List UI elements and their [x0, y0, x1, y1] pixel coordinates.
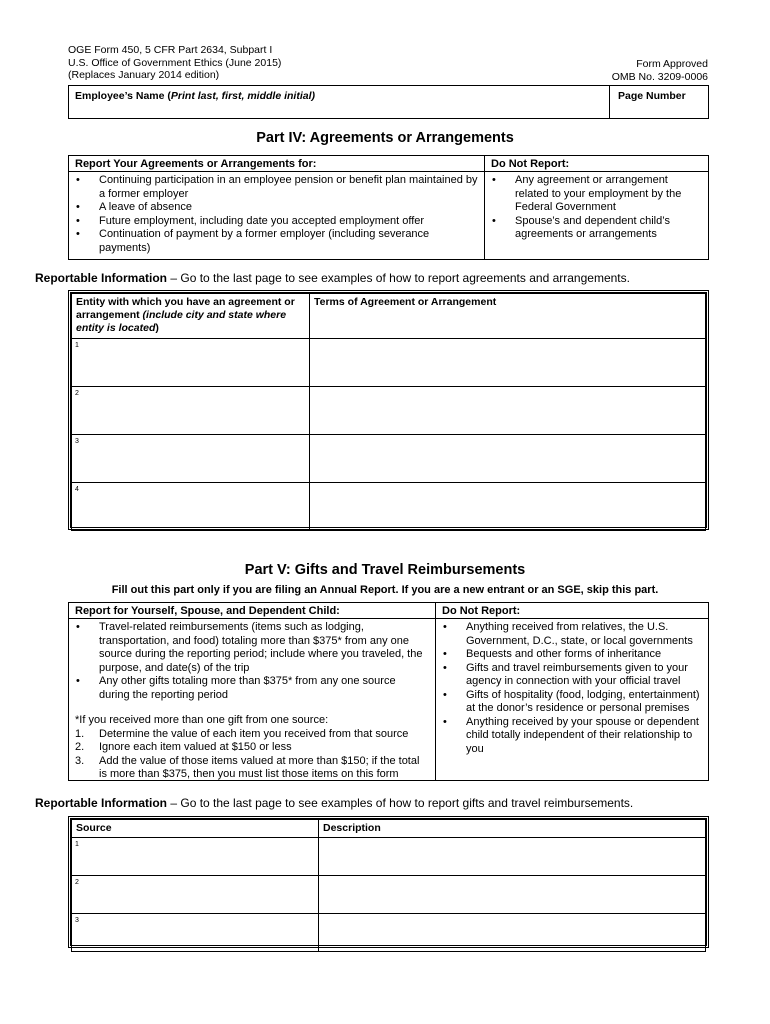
part5-donot-item-text: Bequests and other forms of inheritance — [466, 648, 662, 660]
bullet-icon: • — [76, 201, 80, 213]
part5-step-item — [73, 755, 429, 782]
part4-report-item-text: Continuation of payment by a former employer (including severance payments) — [99, 228, 430, 254]
part5-entry-cell-left[interactable] — [72, 876, 319, 914]
part5-donot-item — [440, 621, 702, 648]
part4-donot-column — [485, 156, 708, 259]
bullet-icon: • — [76, 228, 80, 240]
part4-entry-cell-left[interactable] — [72, 435, 310, 483]
part4-table-row — [72, 483, 706, 531]
row-number: 2 — [75, 390, 79, 397]
part5-donot-column — [436, 603, 708, 780]
part4-donot-item — [489, 215, 702, 242]
row-number: 3 — [75, 438, 79, 445]
part5-report-item — [73, 621, 429, 675]
part5-donot-item-text: Anything received from relatives, the U.S. Government, D.C., state, or local governments — [466, 621, 693, 647]
part5-step-item-text: Ignore each item valued at $150 or less — [99, 741, 292, 753]
part4-donot-item-text: Spouse’s and dependent child’s agreements or arrangements — [515, 214, 670, 240]
part5-report-column — [69, 603, 436, 780]
part5-steps-list — [69, 728, 435, 782]
part5-report-item-text: Travel-related reimbursements (items such as lodging, transportation, and food) totaling more than $375* from any one source during the reporting period; include where you traveled, the purpose, and date(s) of the trip — [99, 621, 423, 674]
part5-donot-heading: Do Not Report: — [436, 603, 708, 619]
part5-donot-item-text: Anything received by your spouse or dependent child totally independent of their relationship to you — [466, 715, 699, 755]
part4-instructions-box — [68, 155, 709, 260]
page-number-field[interactable] — [609, 86, 686, 118]
part5-subtitle: Fill out this part only if you are filing an Annual Report. If you are a new entrant or an SGE, skip this part. — [111, 584, 659, 596]
part4-entries-table — [68, 290, 709, 530]
part4-entry-cell-right[interactable] — [310, 435, 706, 483]
part5-step-item-text: Determine the value of each item you received from that source — [99, 727, 409, 740]
part4-report-item-text: Future employment, including date you accepted employment offer — [99, 214, 425, 227]
row-number: 3 — [75, 917, 79, 924]
part5-entries-table — [68, 816, 709, 948]
part4-donot-heading: Do Not Report: — [485, 156, 708, 172]
part5-donot-item — [440, 716, 702, 757]
form-approved-text: Form Approved — [636, 58, 708, 70]
part5-entry-cell-right[interactable] — [319, 876, 706, 914]
part4-table-row — [72, 387, 706, 435]
part5-table-row — [72, 838, 706, 876]
part5-step-item — [73, 728, 429, 742]
row-number: 1 — [75, 841, 79, 848]
employee-name-box — [68, 85, 709, 119]
part5-title: Part V: Gifts and Travel Reimbursements — [244, 562, 526, 578]
omb-number: OMB No. 3209-0006 — [611, 70, 708, 83]
part4-report-heading: Report Your Agreements or Arrangements for: — [69, 156, 484, 172]
part4-table-row — [72, 339, 706, 387]
part4-table-row — [72, 435, 706, 483]
part4-report-item-text: Continuing participation in an employee pension or benefit plan maintained by a former employer — [99, 174, 478, 200]
part5-donot-item — [440, 689, 702, 716]
bullet-icon: • — [443, 688, 447, 701]
part5-reportable-info: Reportable Information – Go to the last page to see examples of how to report gifts and travel reimbursements. — [35, 796, 634, 810]
bullet-icon: • — [443, 661, 447, 674]
part4-report-item — [73, 201, 478, 215]
part5-donot-item — [440, 662, 702, 689]
step-number: 3. — [75, 754, 85, 767]
bullet-icon: • — [492, 214, 496, 227]
part5-table-row — [72, 914, 706, 952]
part5-report-item-text: Any other gifts totaling more than $375* from any one source during the reporting period — [99, 675, 396, 701]
part4-terms-column-header: Terms of Agreement or Arrangement — [310, 294, 706, 339]
part4-entry-cell-right[interactable] — [310, 339, 706, 387]
form-identification — [68, 44, 281, 82]
part4-entry-cell-left[interactable] — [72, 387, 310, 435]
row-number: 4 — [75, 486, 79, 493]
part4-entry-cell-right[interactable] — [310, 483, 706, 531]
step-number: 2. — [75, 741, 85, 753]
part5-step-item-text: Add the value of those items valued at more than $150; if the total is more than $375, then you must list those items on this form — [99, 754, 420, 780]
row-number: 2 — [75, 879, 79, 886]
part4-entry-cell-left[interactable] — [72, 483, 310, 531]
part4-table-header — [72, 294, 706, 339]
page-number-label: Page Number — [618, 90, 686, 102]
part5-donot-item-text: Gifts and travel reimbursements given to your agency in connection with your official travel — [466, 661, 688, 687]
part5-description-column-header: Description — [319, 820, 706, 838]
part4-donot-list — [485, 172, 708, 242]
part5-rows — [72, 838, 706, 952]
bullet-icon: • — [443, 648, 447, 660]
part5-entry-cell-right[interactable] — [319, 914, 706, 952]
part4-report-item — [73, 174, 478, 201]
part5-table-header — [72, 820, 706, 838]
form-line-1: OGE Form 450, 5 CFR Part 2634, Subpart I — [68, 44, 273, 56]
part4-title: Part IV: Agreements or Arrangements — [256, 130, 514, 146]
bullet-icon: • — [76, 621, 80, 633]
part4-entry-cell-right[interactable] — [310, 387, 706, 435]
part4-report-item-text: A leave of absence — [99, 201, 192, 213]
part4-report-item — [73, 228, 478, 255]
part4-report-item — [73, 215, 478, 229]
part4-entry-cell-left[interactable] — [72, 339, 310, 387]
part5-report-heading: Report for Yourself, Spouse, and Dependent Child: — [69, 603, 435, 619]
form-line-2: U.S. Office of Government Ethics (June 2015) — [68, 56, 282, 69]
form-approval — [612, 58, 708, 83]
part4-donot-item — [489, 174, 702, 215]
part4-entity-column-header: Entity with which you have an agreement or arrangement (include city and state where entity is located) — [72, 294, 310, 339]
bullet-icon: • — [76, 174, 80, 186]
part5-donot-item-text: Gifts of hospitality (food, lodging, entertainment) at the donor’s residence or personal premises — [466, 688, 700, 714]
part4-donot-item-text: Any agreement or arrangement related to your employment by the Federal Government — [515, 174, 682, 213]
bullet-icon: • — [443, 621, 447, 633]
part4-report-list — [69, 172, 484, 255]
part5-entry-cell-left[interactable] — [72, 914, 319, 952]
form-line-3: (Replaces January 2014 edition) — [68, 69, 220, 81]
part5-donot-item — [440, 648, 702, 662]
part5-donot-list — [436, 619, 708, 756]
part5-multiple-gift-note: *If you received more than one gift from one source: — [75, 714, 329, 726]
part5-report-list — [69, 619, 435, 702]
part5-table-row — [72, 876, 706, 914]
part5-step-item — [73, 741, 429, 755]
part5-instructions-box — [68, 602, 709, 781]
part5-entry-cell-right[interactable] — [319, 838, 706, 876]
part4-reportable-info: Reportable Information – Go to the last page to see examples of how to report agreements and arrangements. — [35, 271, 630, 285]
part4-rows — [72, 339, 706, 531]
step-number: 1. — [75, 727, 85, 740]
part4-report-column — [69, 156, 485, 259]
bullet-icon: • — [492, 174, 496, 186]
part5-entry-cell-left[interactable] — [72, 838, 319, 876]
bullet-icon: • — [76, 675, 80, 687]
row-number: 1 — [75, 342, 79, 349]
part5-report-item — [73, 675, 429, 702]
part5-source-column-header: Source — [72, 820, 319, 838]
bullet-icon: • — [76, 214, 80, 227]
bullet-icon: • — [443, 715, 447, 728]
employee-name-label: Employee’s Name (Print last, first, middle initial) — [75, 90, 316, 102]
